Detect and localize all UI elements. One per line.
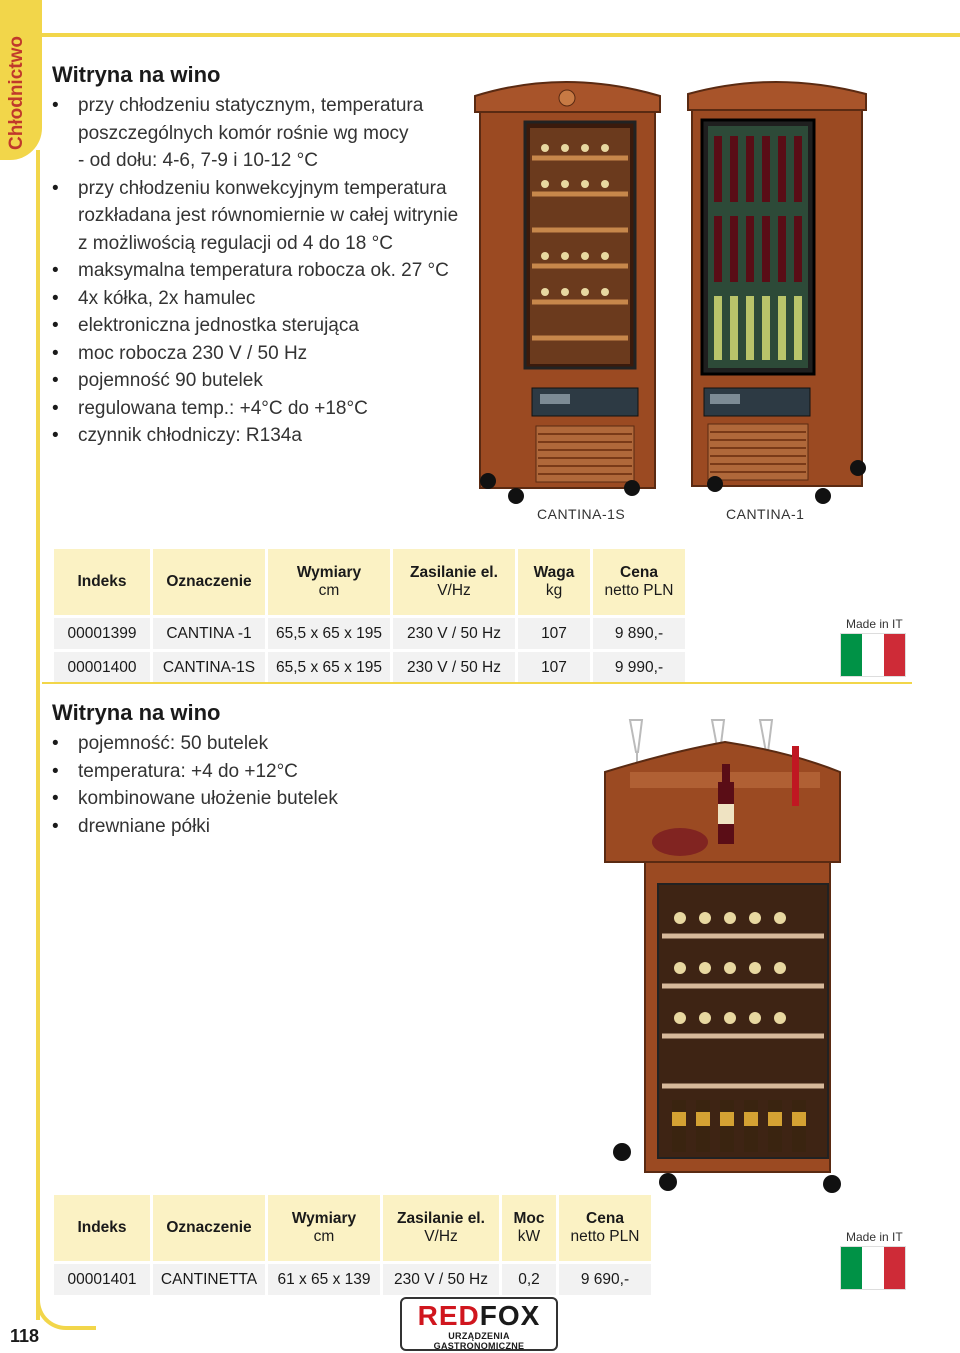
column-header-label: Indeks bbox=[77, 573, 127, 590]
column-header-unit: netto PLN bbox=[604, 582, 674, 599]
column-header-unit: kg bbox=[545, 582, 563, 599]
column-header-label: Oznaczenie bbox=[166, 1219, 252, 1236]
table-cell: CANTINETTA bbox=[153, 1264, 265, 1295]
table-cell: 107 bbox=[518, 652, 590, 683]
table-row bbox=[54, 1264, 651, 1295]
table-cell: 230 V / 50 Hz bbox=[393, 652, 515, 683]
product1-features bbox=[52, 92, 458, 450]
table-header-row bbox=[54, 1195, 651, 1261]
column-header bbox=[268, 549, 390, 615]
table-cell: 230 V / 50 Hz bbox=[393, 618, 515, 649]
logo-brand-black: FOX bbox=[479, 1300, 541, 1331]
table-cell: 00001401 bbox=[54, 1264, 150, 1295]
table-cell: 00001400 bbox=[54, 652, 150, 683]
column-header-label: Waga bbox=[533, 564, 575, 581]
table-cell: 61 x 65 x 139 bbox=[268, 1264, 380, 1295]
column-header-label: Wymiary bbox=[296, 564, 362, 581]
left-rule bbox=[36, 150, 40, 1320]
column-header-unit: netto PLN bbox=[570, 1228, 640, 1245]
product1-title: Witryna na wino bbox=[52, 62, 221, 87]
product2-title: Witryna na wino bbox=[52, 700, 221, 725]
caption-cantina-1s: CANTINA-1S bbox=[537, 506, 626, 522]
table-cell: 9 890,- bbox=[593, 618, 685, 649]
cantinetta-cabinet bbox=[605, 720, 841, 1193]
column-header-unit: cm bbox=[318, 582, 340, 599]
product1-spec-table bbox=[51, 546, 688, 686]
column-header bbox=[153, 549, 265, 615]
logo-brand-red: RED bbox=[417, 1300, 480, 1331]
table-cell: 65,5 x 65 x 195 bbox=[268, 618, 390, 649]
feature-item: z możliwością regulacji od 4 do 18 °C bbox=[78, 232, 393, 254]
cantina-1-cabinet bbox=[688, 82, 866, 504]
cantina-1s-cabinet bbox=[475, 82, 660, 504]
feature-item: • elektroniczna jednostka sterująca bbox=[52, 312, 458, 340]
feature-item: rozkładana jest równomiernie w całej witrynie bbox=[78, 205, 459, 226]
column-header-unit: V/Hz bbox=[437, 582, 471, 599]
feature-item: • maksymalna temperatura robocza ok. 27 °C bbox=[52, 257, 458, 285]
column-header bbox=[54, 549, 150, 615]
column-header-label: Wymiary bbox=[291, 1210, 357, 1227]
table-cell: 107 bbox=[518, 618, 590, 649]
italy-flag-icon bbox=[840, 633, 906, 677]
table-cell: 9 990,- bbox=[593, 652, 685, 683]
table-cell: CANTINA -1 bbox=[153, 618, 265, 649]
feature-item: • 4x kółka, 2x hamulec bbox=[52, 285, 458, 313]
redfox-logo bbox=[400, 1297, 558, 1351]
column-header-unit: V/Hz bbox=[424, 1228, 458, 1245]
column-header bbox=[518, 549, 590, 615]
column-header-label: Cena bbox=[586, 1210, 624, 1227]
product1-image bbox=[470, 76, 880, 506]
logo-tagline: URZĄDZENIA GASTRONOMICZNE bbox=[433, 1331, 525, 1351]
feature-item: • temperatura: +4 do +12°C bbox=[52, 758, 338, 786]
column-header bbox=[559, 1195, 651, 1261]
feature-item: • kombinowane ułożenie butelek bbox=[52, 785, 338, 813]
column-header bbox=[54, 1195, 150, 1261]
feature-item: • czynnik chłodniczy: R134a bbox=[52, 422, 458, 450]
product2-image bbox=[600, 712, 860, 1202]
top-rule bbox=[42, 33, 960, 37]
column-header bbox=[502, 1195, 556, 1261]
made-in-label-2: Made in IT bbox=[846, 1230, 903, 1244]
column-header-unit: kW bbox=[517, 1228, 541, 1245]
feature-item: • drewniane półki bbox=[52, 813, 338, 841]
feature-item: • przy chłodzeniu konwekcyjnym temperatura bbox=[52, 175, 458, 203]
table-row bbox=[54, 618, 685, 649]
page-number: 118 bbox=[10, 1326, 40, 1346]
table-cell: CANTINA-1S bbox=[153, 652, 265, 683]
product2-spec-table bbox=[51, 1192, 654, 1298]
feature-item: • przy chłodzeniu statycznym, temperatura bbox=[52, 92, 458, 120]
feature-item: - od dołu: 4-6, 7-9 i 10-12 °C bbox=[78, 150, 318, 171]
column-header bbox=[383, 1195, 499, 1261]
column-header-label: Zasilanie el. bbox=[410, 564, 498, 581]
section-tab bbox=[0, 0, 42, 160]
section-tab-label: Chłodnictwo bbox=[6, 36, 27, 150]
column-header bbox=[268, 1195, 380, 1261]
feature-item: • regulowana temp.: +4°C do +18°C bbox=[52, 395, 458, 423]
column-header bbox=[393, 549, 515, 615]
table-row bbox=[54, 652, 685, 683]
column-header-label: Moc bbox=[513, 1210, 545, 1227]
column-header-label: Cena bbox=[620, 564, 658, 581]
column-header bbox=[153, 1195, 265, 1261]
feature-item: poszczególnych komór rośnie wg mocy bbox=[78, 122, 409, 144]
table-cell: 00001399 bbox=[54, 618, 150, 649]
italy-flag-icon bbox=[840, 1246, 906, 1290]
made-in-label-1: Made in IT bbox=[846, 617, 903, 631]
caption-cantina-1: CANTINA-1 bbox=[726, 506, 805, 522]
table-cell: 65,5 x 65 x 195 bbox=[268, 652, 390, 683]
table-cell: 230 V / 50 Hz bbox=[383, 1264, 499, 1295]
column-header-unit: cm bbox=[313, 1228, 335, 1245]
section-divider bbox=[42, 682, 912, 684]
product2-features bbox=[52, 730, 338, 840]
column-header-label: Oznaczenie bbox=[166, 573, 252, 590]
feature-item: • moc robocza 230 V / 50 Hz bbox=[52, 340, 458, 368]
feature-item: • pojemność 90 butelek bbox=[52, 367, 458, 395]
column-header bbox=[593, 549, 685, 615]
column-header-label: Zasilanie el. bbox=[397, 1210, 485, 1227]
column-header-label: Indeks bbox=[77, 1219, 127, 1236]
table-cell: 0,2 bbox=[502, 1264, 556, 1295]
table-cell: 9 690,- bbox=[559, 1264, 651, 1295]
table-header-row bbox=[54, 549, 685, 615]
feature-item: • pojemność: 50 butelek bbox=[52, 730, 338, 758]
